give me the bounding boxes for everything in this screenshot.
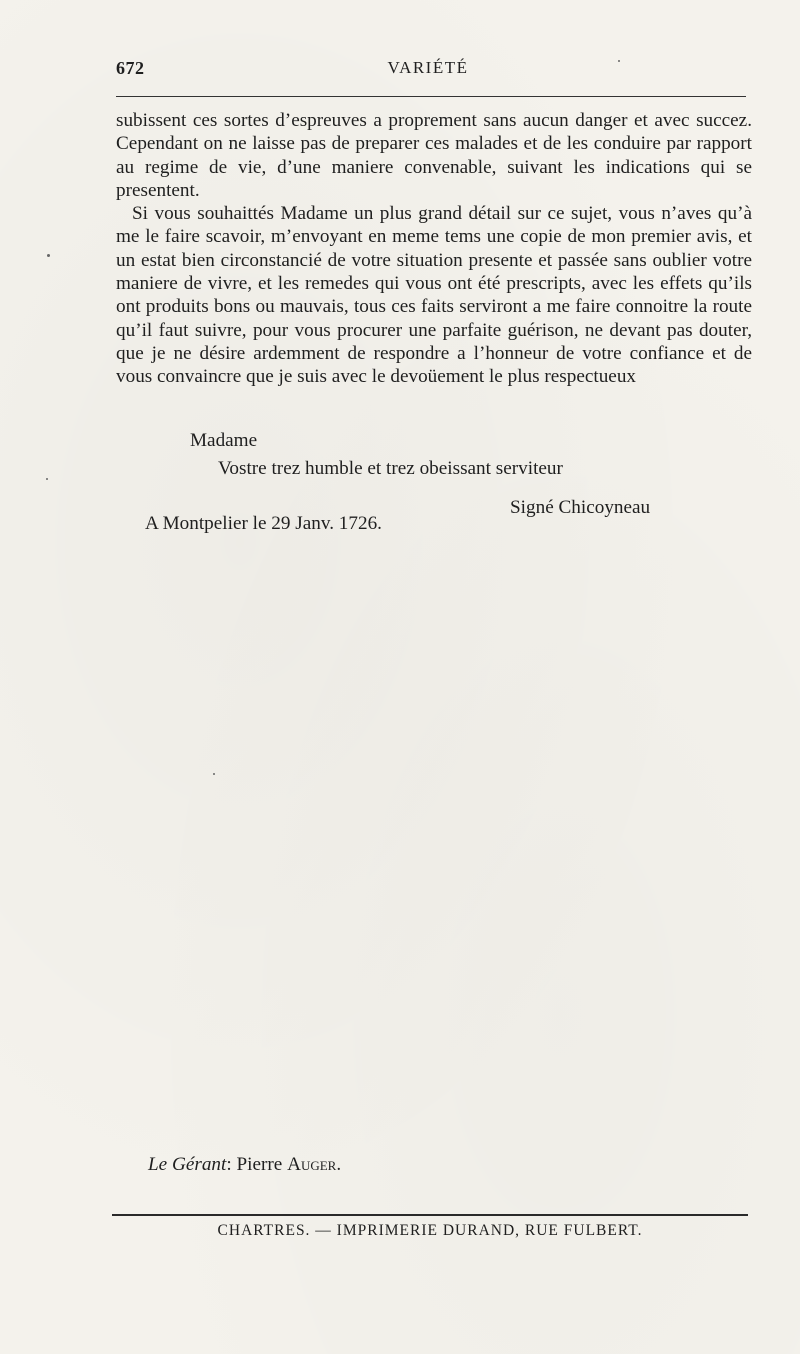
footer-rule	[112, 1214, 748, 1216]
gerant-line	[148, 1154, 341, 1176]
paragraph: Si vous souhaittés Madame un plus grand détail sur ce sujet, vous n’aves qu’à me le faire scavoir, m’envoyant en meme tems une copie de mon premier avis, et un estat bien circonstancié de votre situation presente et passée sans oublier votre maniere de vivre, et les remedes qui vous ont été prescripts, avec les effets qu’ils ont produits bons ou mauvais, tous ces faits serviront a me faire connoitre la route qu’il faut suivre, pour vous procurer une parfaite guérison, ne devant pas douter, que je ne désire ardemment de respondre a l’honneur de votre confiance et de vous convaincre que je suis avec le devoüement le plus respectueux	[116, 203, 752, 388]
gerant-separator: : Pierre	[226, 1154, 288, 1175]
dateline: A Montpelier le 29 Janv. 1726.	[145, 513, 382, 534]
page-header	[106, 58, 750, 82]
ink-speck	[46, 478, 48, 480]
salutation: Madame	[190, 430, 258, 451]
page-number: 672	[116, 58, 145, 78]
ink-speck	[618, 60, 620, 62]
header-rule	[116, 96, 746, 97]
ink-speck	[213, 773, 215, 775]
paragraph: subissent ces sortes d’espreuves a proprement sans aucun danger et avec succez. Cependant on ne laisse pas de preparer ces malades et de les conduire par rapport au regime de vie, d’une maniere convenable, suivant les indications qui se presentent.	[116, 110, 752, 201]
gerant-label: Le Gérant	[148, 1154, 227, 1175]
signature: Signé Chicoyneau	[510, 497, 651, 518]
printer-imprint: CHARTRES. — IMPRIMERIE DURAND, RUE FULBERT.	[217, 1222, 643, 1239]
gerant-surname: Auger.	[287, 1154, 342, 1175]
body-text	[116, 109, 752, 389]
ink-speck	[47, 254, 50, 257]
running-title: VARIÉTÉ	[387, 58, 469, 77]
letter-closing: Vostre trez humble et trez obeissant serviteur	[218, 458, 563, 479]
